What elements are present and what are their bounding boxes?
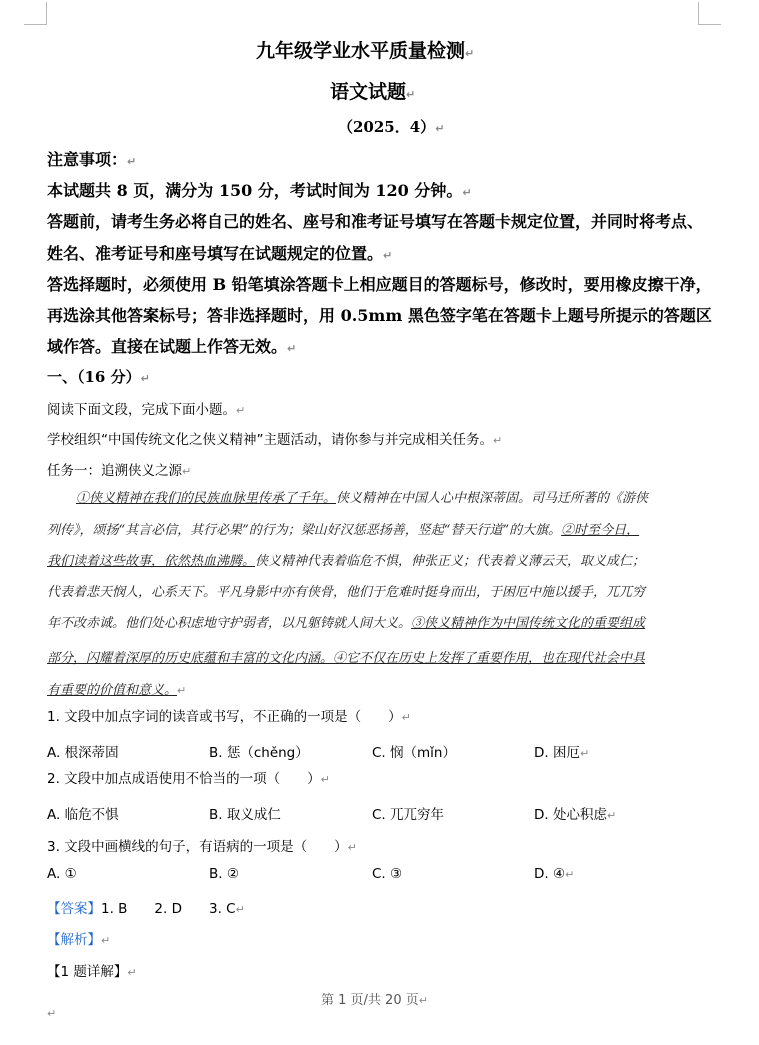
passage-line-3: 我们读着这些故事，依然热血沸腾。侠义精神代表着临危不惧，伸张正义；代表着义薄云天，取义成仁； <box>47 554 646 569</box>
notice-heading: 注意事项：↵ <box>47 150 137 169</box>
analysis-label: 【解析】 <box>47 932 101 948</box>
question-2-option-d[interactable]: D. 处心积虑↵ <box>534 807 617 823</box>
paragraph-mark: ↵ <box>47 1007 57 1020</box>
question-1-option-d[interactable]: D. 困厄↵ <box>534 745 590 761</box>
passage-line-6: 部分，闪耀着深厚的历史底蕴和丰富的文化内涵。④它不仅在历史上发挥了重要作用，也在现代社会中具 <box>47 651 646 666</box>
answer-label: 【答案】 <box>47 901 101 917</box>
passage-line-1: ①侠义精神在我们的民族血脉里传承了千年。侠义精神在中国人心中根深蒂固。司马迁所著的《游侠 <box>76 491 649 506</box>
analysis-line: 【解析】↵ <box>47 932 111 948</box>
task-one: 任务一：追溯侠义之源↵ <box>47 463 192 479</box>
notice-line-2a: 答题前，请考生务必将自己的姓名、座号和准考证号填写在答题卡规定位置，并同时将考点、 <box>47 212 704 231</box>
question-2-option-b[interactable]: B. 取义成仁 <box>209 807 281 823</box>
activity-intro: 学校组织“中国传统文化之侠义精神”主题活动，请你参与并完成相关任务。↵ <box>47 432 503 448</box>
question-2-option-a[interactable]: A. 临危不惧 <box>47 807 119 823</box>
passage-line-4: 代表着悲天悯人，心系天下。平凡身影中亦有侠骨，他们于危难时挺身而出，于困厄中施以援手，兀兀穷 <box>47 585 646 600</box>
notice-line-3a: 答选择题时，必须使用 B 铅笔填涂答题卡上相应题目的答题标号，修改时，要用橡皮擦干净， <box>47 275 712 294</box>
detail-heading: 【1 题详解】↵ <box>47 964 137 980</box>
notice-line-2b: 姓名、准考证号和座号填写在试题规定的位置。↵ <box>47 244 393 263</box>
crop-mark-top-left <box>24 2 47 25</box>
subject-title: 语文试题↵ <box>330 81 416 103</box>
answer-line: 【答案】1. B 2. D 3. C↵ <box>47 901 245 917</box>
passage-line-5: 年不改赤诚。他们处心积虑地守护弱者，以凡躯铸就人间大义。③侠义精神作为中国传统文化的重要组成 <box>47 616 646 631</box>
question-3-option-b[interactable]: B. ② <box>209 866 239 882</box>
notice-line-3b: 再选涂其他答案标号；答非选择题时，用 0.5mm 黑色签字笔在答题卡上题号所提示的答题区 <box>47 306 712 325</box>
page-number: 第 1 页/共 20 页↵ <box>321 993 428 1008</box>
crop-mark-top-right <box>698 2 721 25</box>
question-3-option-d[interactable]: D. ④↵ <box>534 866 575 882</box>
exam-title: 九年级学业水平质量检测↵ <box>256 40 475 62</box>
notice-line-3c: 域作答。直接在试题上作答无效。↵ <box>47 337 297 356</box>
question-3-option-c[interactable]: C. ③ <box>372 866 403 882</box>
passage-line-2: 列传》，颂扬“其言必信，其行必果”的行为；梁山好汉惩恶扬善，竖起“替天行道”的大旗。②时至今日， <box>47 523 640 538</box>
answer-text: 1. B 2. D 3. C <box>101 901 236 917</box>
question-3-stem: 3. 文段中画横线的句子，有语病的一项是（ ）↵ <box>47 839 357 855</box>
passage-line-7: 有重要的价值和意义。↵ <box>47 683 187 698</box>
section-heading: 一、（16 分）↵ <box>47 368 150 386</box>
question-1-stem: 1. 文段中加点字词的读音或书写，不正确的一项是（ ）↵ <box>47 709 411 725</box>
reading-instruction: 阅读下面文段，完成下面小题。↵ <box>47 402 246 418</box>
question-1-option-a[interactable]: A. 根深蒂固 <box>47 745 119 761</box>
question-2-stem: 2. 文段中加点成语使用不恰当的一项（ ）↵ <box>47 771 330 787</box>
question-1-option-c[interactable]: C. 悯（mǐn） <box>372 745 456 761</box>
question-3-option-a[interactable]: A. ① <box>47 866 77 882</box>
question-1-option-b[interactable]: B. 惩（chěng） <box>209 745 309 761</box>
exam-date: （2025．4）↵ <box>338 118 445 136</box>
notice-line-1: 本试题共 8 页，满分为 150 分，考试时间为 120 分钟。↵ <box>47 181 472 200</box>
question-2-option-c[interactable]: C. 兀兀穷年 <box>372 807 445 823</box>
